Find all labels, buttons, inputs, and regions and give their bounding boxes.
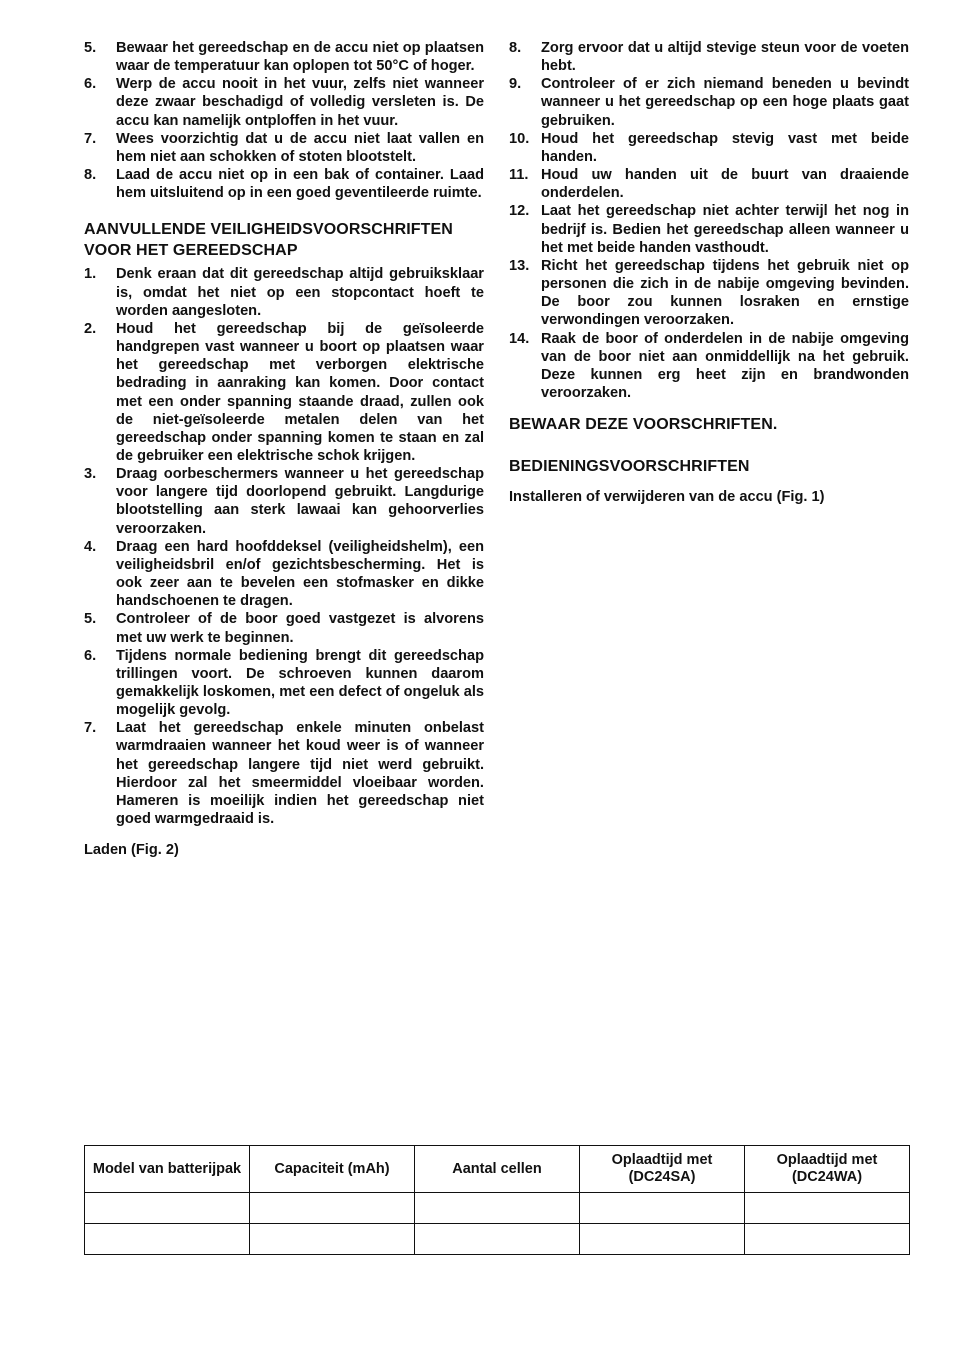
list-item: 6. Tijdens normale bediening brengt dit gereedschap trillingen voort. De schroeven kunnen daarom gemakkelijk loskomen, met een defect of ongeluk als mogelijk gevolg.	[84, 647, 484, 719]
list-item: 5. Controleer of de boor goed vastgezet is alvorens met uw werk te beginnen.	[84, 611, 484, 646]
list-item: 11. Houd uw handen uit de buurt van draaiende onderdelen.	[509, 167, 909, 202]
list-item: 14. Raak de boor of onderdelen in de nabije omgeving van de boor niet aan onmiddellijk na het gebruik. Deze kunnen erg heet zijn en brandwonden veroorzaken.	[509, 330, 909, 401]
battery-spec-table	[84, 1145, 910, 1255]
operation-instructions-heading: BEDIENINGSVOORSCHRIFTEN	[509, 457, 750, 475]
list-item: 7. Laat het gereedschap enkele minuten onbelast warmdraaien wanneer het koud weer is of wanneer het gereedschap langere tijd niet werd gebruikt. Hierdoor zal het smeermiddel vloeibaar worden. Hameren is moeilijk indien het gereedschap niet goed warmgedraaid is.	[84, 720, 484, 828]
section-heading-additional-safety: AANVULLENDE VEILIGHEIDSVOORSCHRIFTEN VOOR HET GEREEDSCHAP	[84, 221, 453, 259]
table-row	[85, 1224, 910, 1255]
table-cell	[580, 1193, 745, 1224]
list-item: 8. Laad de accu niet op in een bak of container. Laad hem uitsluitend op in een goed geventileerde ruimte.	[84, 167, 484, 202]
list-item: 8. Zorg ervoor dat u altijd stevige steun voor de voeten hebt.	[509, 40, 909, 75]
column-header-charge-dc24sa: Oplaadtijd met (DC24SA)	[580, 1146, 745, 1193]
column-header-charge-dc24wa: Oplaadtijd met (DC24WA)	[745, 1146, 910, 1193]
table-header-row	[85, 1146, 910, 1193]
table-row	[85, 1193, 910, 1224]
battery-safety-list	[84, 39, 484, 202]
table-cell	[745, 1193, 910, 1224]
table-cell	[415, 1193, 580, 1224]
list-item: 2. Houd het gereedschap bij de geïsoleerde handgrepen vast wanneer u boort op plaatsen waar het gereedschap met verborgen elektrische bedrading in aanraking kan komen. Door contact met een onder spanning staande draad, zullen ook de niet-geïsoleerde metalen delen van het gereedschap onder spanning komen te staan en zal de gebruiker een elektrische schok krijgen.	[84, 320, 484, 464]
left-column	[84, 39, 484, 859]
table-cell	[250, 1193, 415, 1224]
save-instructions-heading: BEWAAR DEZE VOORSCHRIFTEN.	[509, 416, 778, 434]
table-cell	[85, 1193, 250, 1224]
column-header-model: Model van batterijpak	[85, 1146, 250, 1193]
table-cell	[250, 1224, 415, 1255]
right-column	[509, 39, 909, 506]
list-item: 3. Draag oorbeschermers wanneer u het gereedschap voor langere tijd doorlopend gebruikt. Langdurige blootstelling aan sterk lawaai kan gehoorverlies veroorzaken.	[84, 466, 484, 537]
list-item: 13. Richt het gereedschap tijdens het gebruik niet op personen die zich in de nabije omgeving bevinden. De boor zou kunnen losraken en ernstige verwondingen veroorzaken.	[509, 257, 909, 329]
table-cell	[85, 1224, 250, 1255]
table-cell	[415, 1224, 580, 1255]
column-header-cells: Aantal cellen	[415, 1146, 580, 1193]
table-cell	[745, 1224, 910, 1255]
table-cell	[580, 1224, 745, 1255]
list-item: 1. Denk eraan dat dit gereedschap altijd gebruiksklaar is, omdat het niet op een stopcontact hoeft te worden aangesloten.	[84, 266, 484, 319]
subheading-charging: Laden (Fig. 2)	[84, 842, 179, 859]
list-item: 12. Laat het gereedschap niet achter terwijl het nog in bedrijf is. Bedien het gereedschap alleen wanneer u het met beide handen vasthoudt.	[509, 203, 909, 256]
list-item: 6. Werp de accu nooit in het vuur, zelfs niet wanneer deze zwaar beschadigd of volledig versleten is. De accu kan namelijk ontploffen in het vuur.	[84, 76, 484, 129]
tool-safety-list	[84, 265, 484, 828]
list-item: 4. Draag een hard hoofddeksel (veiligheidshelm), een veiligheidsbril en/of gezichtsbescherming. Het is ook zeer aan te bevelen een stofmasker en dikke handschoenen te dragen.	[84, 538, 484, 610]
list-item: 10. Houd het gereedschap stevig vast met beide handen.	[509, 130, 909, 165]
column-header-capacity: Capaciteit (mAh)	[250, 1146, 415, 1193]
subheading-install-battery: Installeren of verwijderen van de accu (Fig. 1)	[509, 489, 825, 506]
list-item: 9. Controleer of er zich niemand beneden u bevindt wanneer u het gereedschap op een hoge plaats gaat gebruiken.	[509, 76, 909, 129]
list-item: 7. Wees voorzichtig dat u de accu niet laat vallen en hem niet aan schokken of stoten blootstelt.	[84, 130, 484, 165]
list-item: 5. Bewaar het gereedschap en de accu niet op plaatsen waar de temperatuur kan oplopen tot 50°C of hoger.	[84, 40, 484, 75]
tool-safety-list-continued	[509, 39, 909, 402]
